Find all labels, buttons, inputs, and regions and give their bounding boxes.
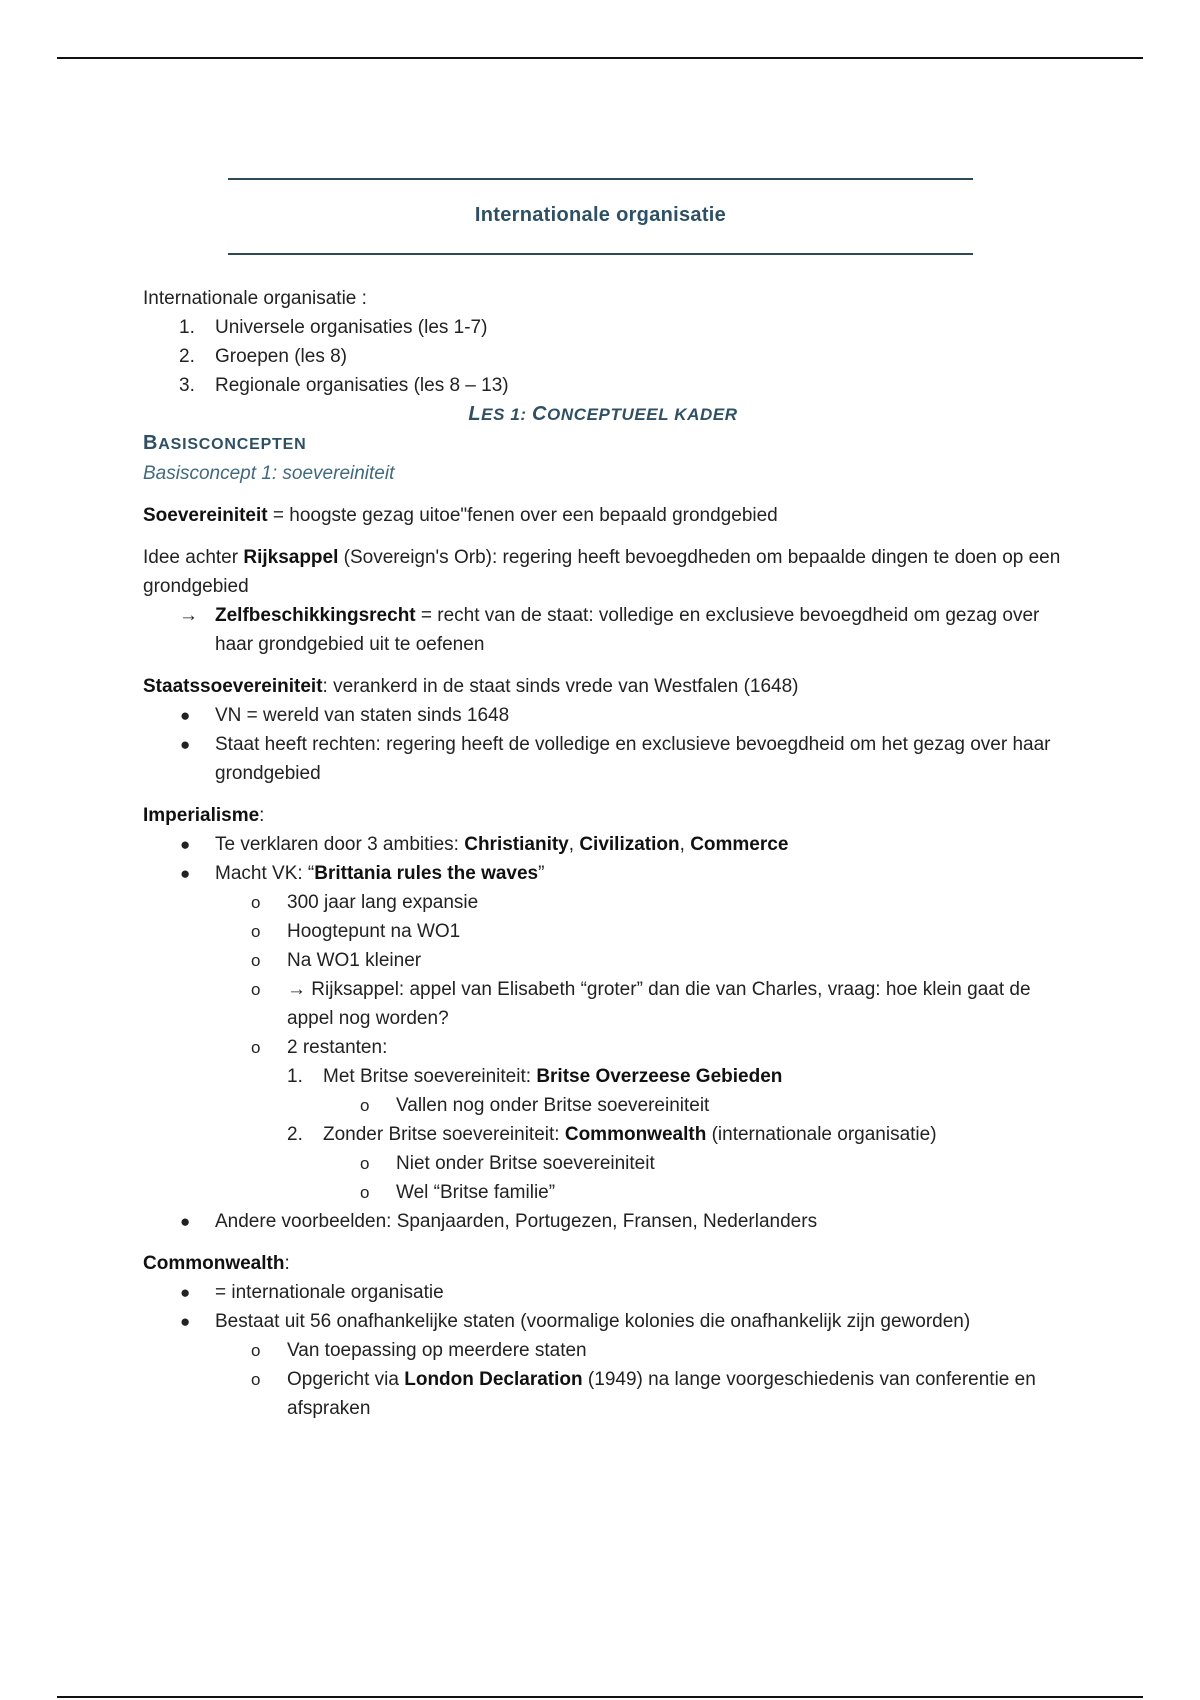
list-item: ● Macht VK: “Brittania rules the waves” o 300 jaar lang expansie o Hoogtepunt na WO1 o Na WO1 kleiner o → Rijksappel: appel van Elisabeth “groter” dan die van Charles, vraag: hoe klein gaat de appel nog worden? o 2 restanten: 1. Met Britse soevereiniteit: Britse Overzeese Gebieden o Vallen nog onder Britse soevereiniteit 2. Zonder Britse soevereiniteit: Commonwealth (internationale organisatie) o Niet onder Britse soevereiniteit o Wel “Britse familie” (215, 859, 1063, 1207)
list-item: 3. Regionale organisaties (les 8 – 13) (179, 375, 509, 396)
list-item: o 2 restanten: 1. Met Britse soevereiniteit: Britse Overzeese Gebieden o Vallen nog onder Britse soevereiniteit 2. Zonder Britse soevereiniteit: Commonwealth (internationale organisatie) o Niet onder Britse soevereiniteit o Wel “Britse familie” (287, 1033, 1063, 1207)
list-item: ● Bestaat uit 56 onafhankelijke staten (voormalige kolonies die onafhankelijk zijn geworden) o Van toepassing op meerdere staten o Opgericht via London Declaration (1949) na lange voorgeschiedenis van conferentie en afspraken (215, 1307, 1063, 1423)
imperialisme-heading: Imperialisme: (143, 805, 265, 826)
lesson-title: LES 1: CONCEPTUEEL KADER (468, 403, 738, 425)
list-item: o Van toepassing op meerdere staten (251, 1340, 587, 1361)
list-item: ● = internationale organisatie (180, 1282, 444, 1303)
title-box (228, 178, 973, 255)
list-item: o Na WO1 kleiner (251, 950, 422, 971)
page-top-rule (57, 57, 1143, 59)
list-item: o Hoogtepunt na WO1 (251, 921, 461, 942)
intro-label: Internationale organisatie : (143, 288, 367, 309)
restanten-list (287, 1062, 1063, 1207)
list-item: o 300 jaar lang expansie (251, 892, 479, 913)
page-bottom-rule (57, 1696, 1143, 1698)
list-item: o → Rijksappel: appel van Elisabeth “groter” dan die van Charles, vraag: hoe klein gaat de appel nog worden? (251, 979, 1031, 1029)
list-item: ● Te verklaren door 3 ambities: Christianity, Civilization, Commerce (180, 834, 789, 855)
staatssoevereiniteit-paragraph: Staatssoevereiniteit: verankerd in de staat sinds vrede van Westfalen (1648) (143, 676, 799, 697)
rijksappel-paragraph: Idee achter Rijksappel (Sovereign's Orb): regering heeft bevoegdheden om bepaalde dingen te doen op een grondgebied (143, 547, 1061, 597)
subsection-title: Basisconcept 1: soevereiniteit (143, 463, 395, 484)
list-item: ● VN = wereld van staten sinds 1648 (180, 705, 510, 726)
list-item: o Vallen nog onder Britse soevereiniteit (360, 1095, 710, 1116)
commonwealth-bullets (143, 1278, 1063, 1423)
commonwealth-heading: Commonwealth: (143, 1253, 290, 1274)
intro-list (143, 313, 1063, 400)
list-item: o Wel “Britse familie” (360, 1182, 556, 1203)
soevereiniteit-definition: Soevereiniteit = hoogste gezag uitoe"fenen over een bepaald grondgebied (143, 505, 778, 526)
imperialisme-bullets (143, 830, 1063, 1236)
list-item: 1. Universele organisaties (les 1-7) (179, 317, 488, 338)
zelfbeschikkingsrecht-item: → Zelfbeschikkingsrecht = recht van de staat: volledige en exclusieve bevoegdheid om gezag over haar grondgebied uit te oefenen (143, 601, 1063, 659)
staats-bullets (143, 701, 1063, 788)
document-body (143, 284, 1063, 1423)
macht-vk-sublist (215, 888, 1063, 1207)
document-title: Internationale organisatie (474, 204, 727, 226)
list-item: ● Andere voorbeelden: Spanjaarden, Portugezen, Fransen, Nederlanders (180, 1211, 818, 1232)
list-item: o Opgericht via London Declaration (1949) na lange voorgeschiedenis van conferentie en afspraken (251, 1369, 1036, 1419)
list-item: o Niet onder Britse soevereiniteit (360, 1153, 655, 1174)
arrow-icon: → (179, 605, 198, 626)
list-item: 1. Met Britse soevereiniteit: Britse Overzeese Gebieden o Vallen nog onder Britse soevereiniteit (323, 1062, 1063, 1120)
list-item: ● Staat heeft rechten: regering heeft de volledige en exclusieve bevoegdheid om het gezag over haar grondgebied (180, 734, 1051, 784)
section-title: BASISCONCEPTEN (143, 432, 307, 454)
list-item: 2. Zonder Britse soevereiniteit: Commonwealth (internationale organisatie) o Niet onder Britse soevereiniteit o Wel “Britse familie” (323, 1120, 1063, 1207)
list-item: 2. Groepen (les 8) (179, 346, 348, 367)
